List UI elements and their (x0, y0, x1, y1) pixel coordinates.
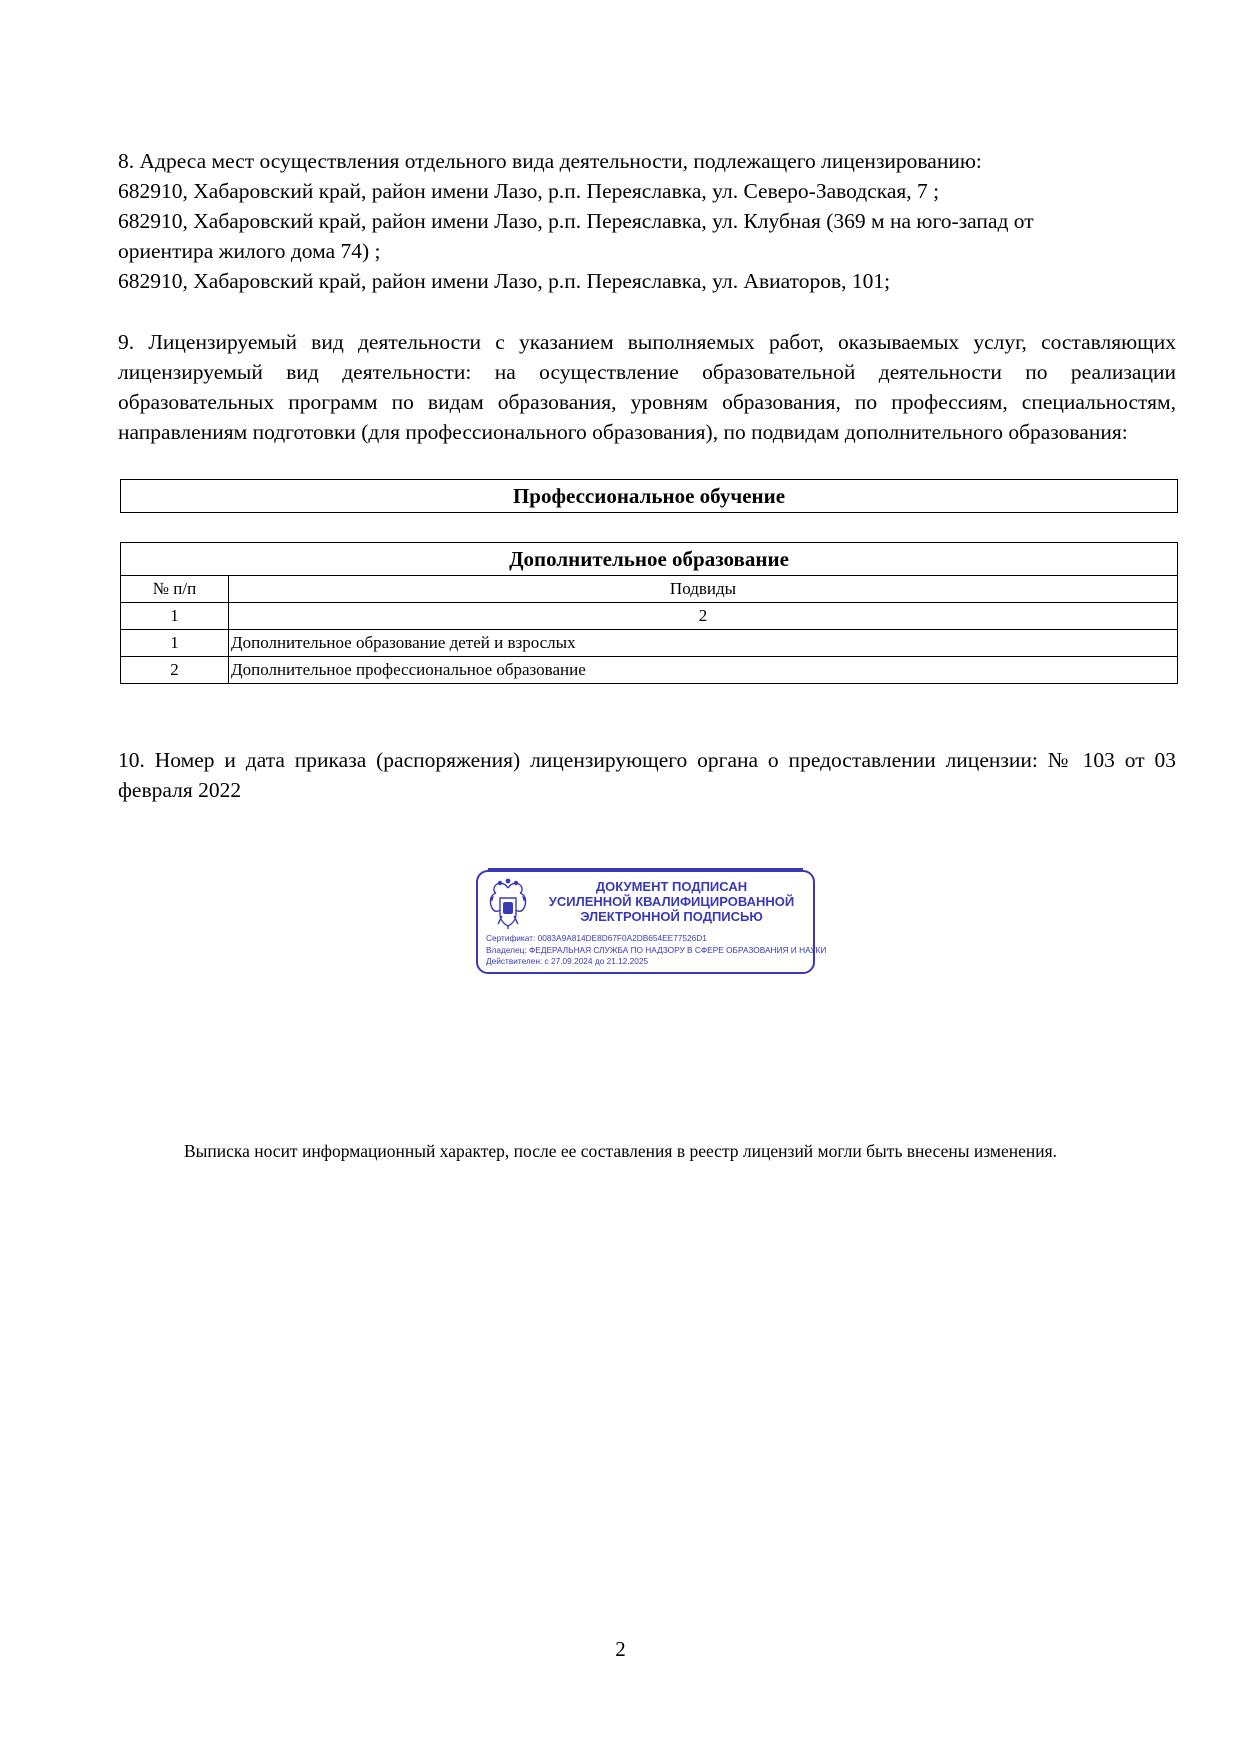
section-8-heading: 8. Адреса мест осуществления отдельного вида деятельности, подлежащего лицензированию: (118, 149, 982, 173)
section-10-text: 10. Номер и дата приказа (распоряжения) лицензирующего органа о предоставлении лицензии: № 103 от 03 февраля 2022 (118, 748, 1176, 802)
stamp-owner: Владелец: ФЕДЕРАЛЬНАЯ СЛУЖБА ПО НАДЗОРУ В СФЕРЕ ОБРАЗОВАНИЯ И НАУКИ (486, 944, 827, 955)
stamp-title-line: ЭЛЕКТРОННОЙ ПОДПИСЬЮ (580, 909, 763, 924)
electronic-signature-stamp (476, 870, 827, 974)
column-header-number: № п/п (121, 576, 229, 603)
address-line: ориентира жилого дома 74) ; (118, 239, 381, 263)
row-number: 1 (121, 630, 229, 657)
professional-training-table (120, 479, 1178, 513)
page-number: 2 (615, 1637, 626, 1661)
row-subtype: Дополнительное профессиональное образование (229, 657, 1178, 684)
table-index-row (121, 603, 1178, 630)
column-header-subtypes: Подвиды (229, 576, 1178, 603)
address-line: 682910, Хабаровский край, район имени Лазо, р.п. Переяславка, ул. Северо-Заводская, 7 ; (118, 179, 940, 203)
table-header-row (121, 576, 1178, 603)
table-row (121, 630, 1178, 657)
stamp-title-line: ДОКУМЕНТ ПОДПИСАН (595, 879, 748, 894)
address-line: 682910, Хабаровский край, район имени Лазо, р.п. Переяславка, ул. Авиаторов, 101; (118, 269, 891, 293)
stamp-certificate: Сертификат: 0083A9A814DE8D67F0A2DB654EE77526D1 (486, 933, 707, 943)
section-8-addresses (118, 146, 1176, 296)
section-9-activity (118, 327, 1176, 447)
index-cell: 2 (229, 603, 1178, 630)
index-cell: 1 (121, 603, 229, 630)
additional-education-table (120, 542, 1178, 684)
table-row (121, 657, 1178, 684)
stamp-top-bar (488, 868, 803, 871)
address-line: 682910, Хабаровский край, район имени Лазо, р.п. Переяславка, ул. Клубная (369 м на юго-запад от (118, 209, 1034, 233)
disclaimer-note: Выписка носит информационный характер, после ее составления в реестр лицензий могли быть внесены изменения. (183, 1141, 1058, 1161)
section-10-order (118, 745, 1176, 805)
stamp-title (534, 879, 809, 924)
double-headed-eagle-emblem-icon (486, 878, 530, 930)
additional-education-title: Дополнительное образование (121, 543, 1178, 576)
stamp-title-line: УСИЛЕННОЙ КВАЛИФИЦИРОВАННОЙ (548, 894, 795, 909)
stamp-validity: Действителен: с 27.09.2024 до 21.12.2025 (486, 956, 649, 966)
professional-training-title: Профессиональное обучение (121, 480, 1178, 513)
section-9-text: 9. Лицензируемый вид деятельности с указанием выполняемых работ, оказываемых услуг, составляющих лицензируемый вид деятельности: на осуществление образовательной деятельности по реализации образовательных программ по видам образования, уровням образования, по профессиям, специальностям, направлениям подготовки (для профессионального образования), по подвидам дополнительного образования: (118, 330, 1176, 444)
row-number: 2 (121, 657, 229, 684)
stamp-details (486, 933, 827, 968)
row-subtype: Дополнительное образование детей и взрослых (229, 630, 1178, 657)
